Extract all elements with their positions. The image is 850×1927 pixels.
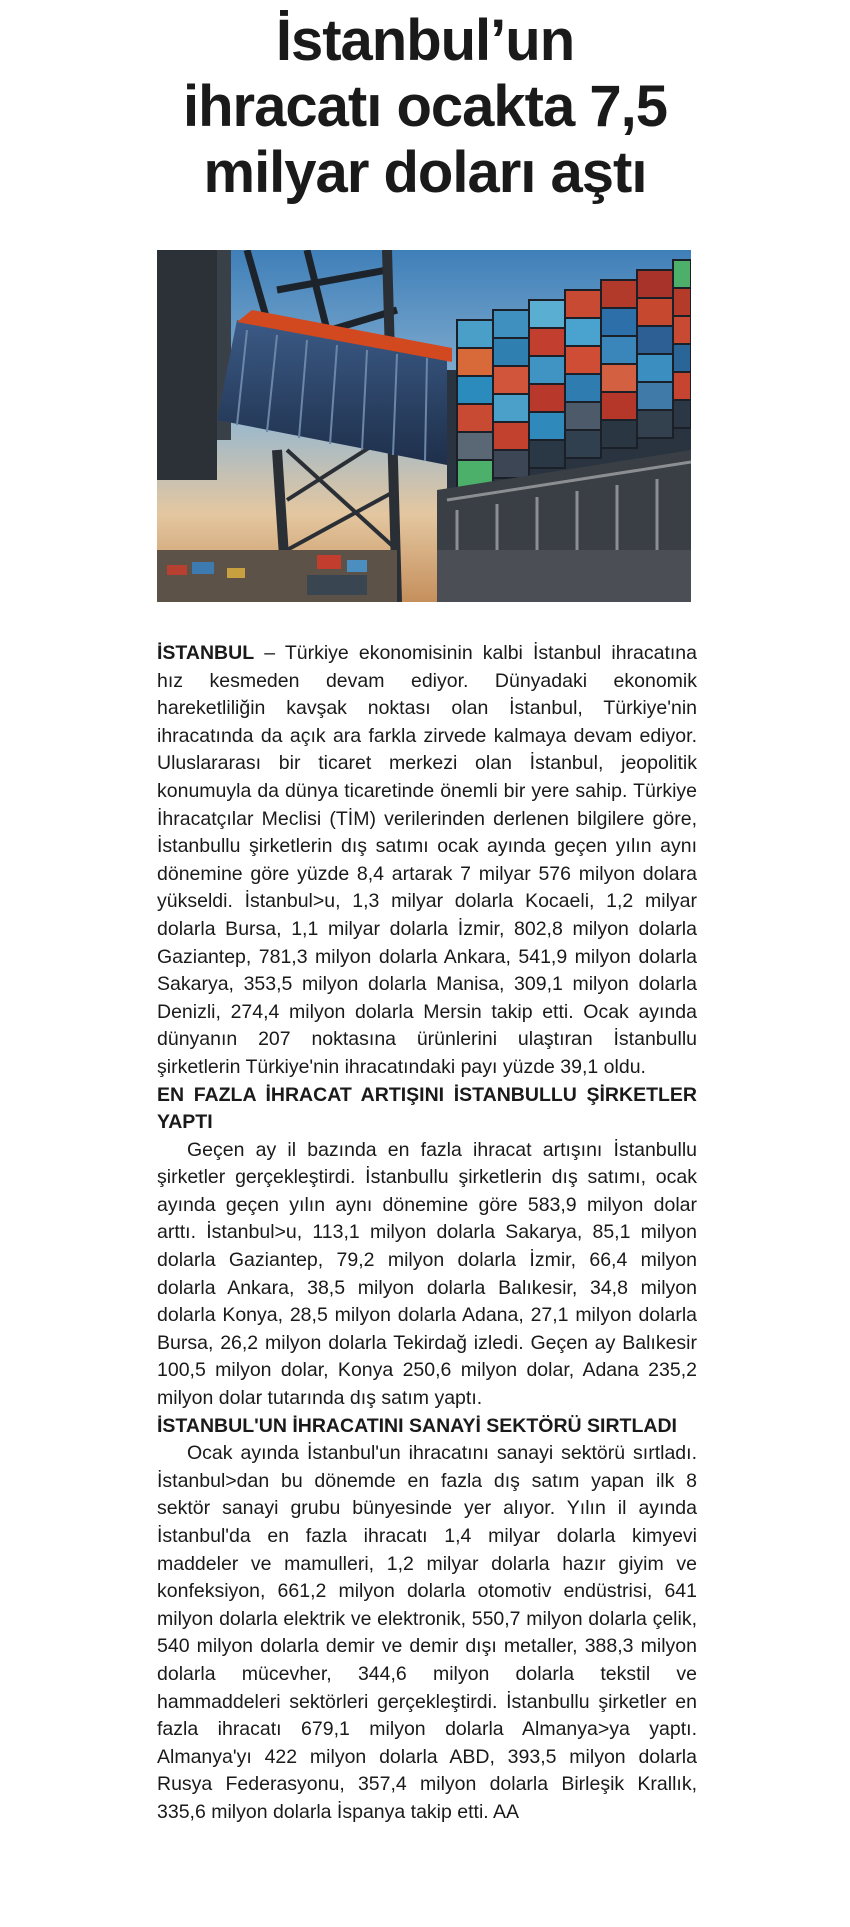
subheading-2: İSTANBUL'UN İHRACATINI SANAYİ SEKTÖRÜ SIRTLADI: [157, 1414, 677, 1437]
container-port-photo: [157, 250, 691, 602]
article-body: [157, 640, 697, 1827]
paragraph-3: Ocak ayında İstanbul'un ihracatını sanayi sektörü sırtladı. İstanbul>dan bu dönemde en fazla dış satım yapan ilk 8 sektör sanayi grubu bünyesinde yer alıyor. Yılın il ayında İstanbul'da en fazla ihracatı 1,4 milyar dolarla kimyevi maddeler ve mamulleri, 1,2 milyar dolarla hazır giyim ve konfeksiyon, 661,2 milyon dolarla otomotiv endüstrisi, 641 milyon dolarla elektrik ve elektronik, 550,7 milyon dolarla çelik, 540 milyon dolarla demir ve demir dışı metaller, 388,3 milyon dolarla mücevher, 344,6 milyon dolarla tekstil ve hammaddeleri sektörleri gerçekleştirdi. İstanbullu şirketler en fazla ihracatı 679,1 milyon dolarla Almanya>ya yaptı. Almanya'yı 422 milyon dolarla ABD, 393,5 milyon dolarla Rusya Federasyonu, 357,4 milyon dolarla Birleşik Krallık, 335,6 milyon dolarla İspanya takip etti. AA: [157, 1442, 697, 1823]
paragraph-1: [157, 640, 697, 1082]
headline-line-2: ihracatı ocakta 7,5: [183, 74, 667, 139]
paragraph-1-text: – Türkiye ekonomisinin kalbi İstanbul ihracatına hız kesmeden devam ediyor. Dünyadaki ekonomik hareketliliğin kavşak noktası olan İstanbul, Türkiye'nin ihracatında da açık ara farkla zirvede kalmaya devam ediyor. Uluslararası bir ticaret merkezi olan İstanbul, jeopolitik konumuyla da dünya ticaretinde önemli bir yere sahip. Türkiye İhracatçılar Meclisi (TİM) verilerinden derlenen bilgilere göre, İstanbullu şirketlerin dış satımı ocak ayında geçen yılın aynı dönemine göre yüzde 8,4 artarak 7 milyar 576 milyon dolara yükseldi. İstanbul>u, 1,3 milyar dolarla Kocaeli, 1,2 milyar dolarla Bursa, 1,1 milyar dolarla İzmir, 802,8 milyon dolarla Gaziantep, 781,3 milyon dolarla Ankara, 541,9 milyon dolarla Sakarya, 353,5 milyon dolarla Manisa, 309,1 milyon dolarla Denizli, 274,4 milyon dolarla Mersin takip etti. Ocak ayında dünyanın 207 noktasına ürünlerini ulaştıran İstanbullu şirketlerin Türkiye'nin ihracatındaki payı yüzde 39,1 oldu.: [157, 642, 697, 1078]
dateline: İSTANBUL: [157, 642, 255, 664]
paragraph-2: Geçen ay il bazında en fazla ihracat artışını İstanbullu şirketler gerçekleştirdi. İstanbullu şirketlerin dış satımı, ocak ayında geçen yılın aynı dönemine göre 583,9 milyon dolar arttı. İstanbul>u, 113,1 milyon dolarla Sakarya, 85,1 milyon dolarla Gaziantep, 79,2 milyon dolarla İzmir, 66,4 milyon dolarla Ankara, 38,5 milyon dolarla Balıkesir, 34,8 milyon dolarla Konya, 28,5 milyon dolarla Adana, 27,1 milyon dolarla Bursa, 26,2 milyon dolarla Tekirdağ izledi. Geçen ay Balıkesir 100,5 milyon dolar, Konya 250,6 milyon dolar, Adana 235,2 milyon dolar tutarında dış satım yaptı.: [157, 1138, 697, 1410]
subheading-1: EN FAZLA İHRACAT ARTIŞINI İSTANBULLU ŞİRKETLER YAPTI: [157, 1083, 697, 1134]
headline-line-3: milyar doları aştı: [203, 140, 647, 205]
headline-line-1: İstanbul’un: [275, 8, 575, 73]
headline: [150, 8, 700, 206]
